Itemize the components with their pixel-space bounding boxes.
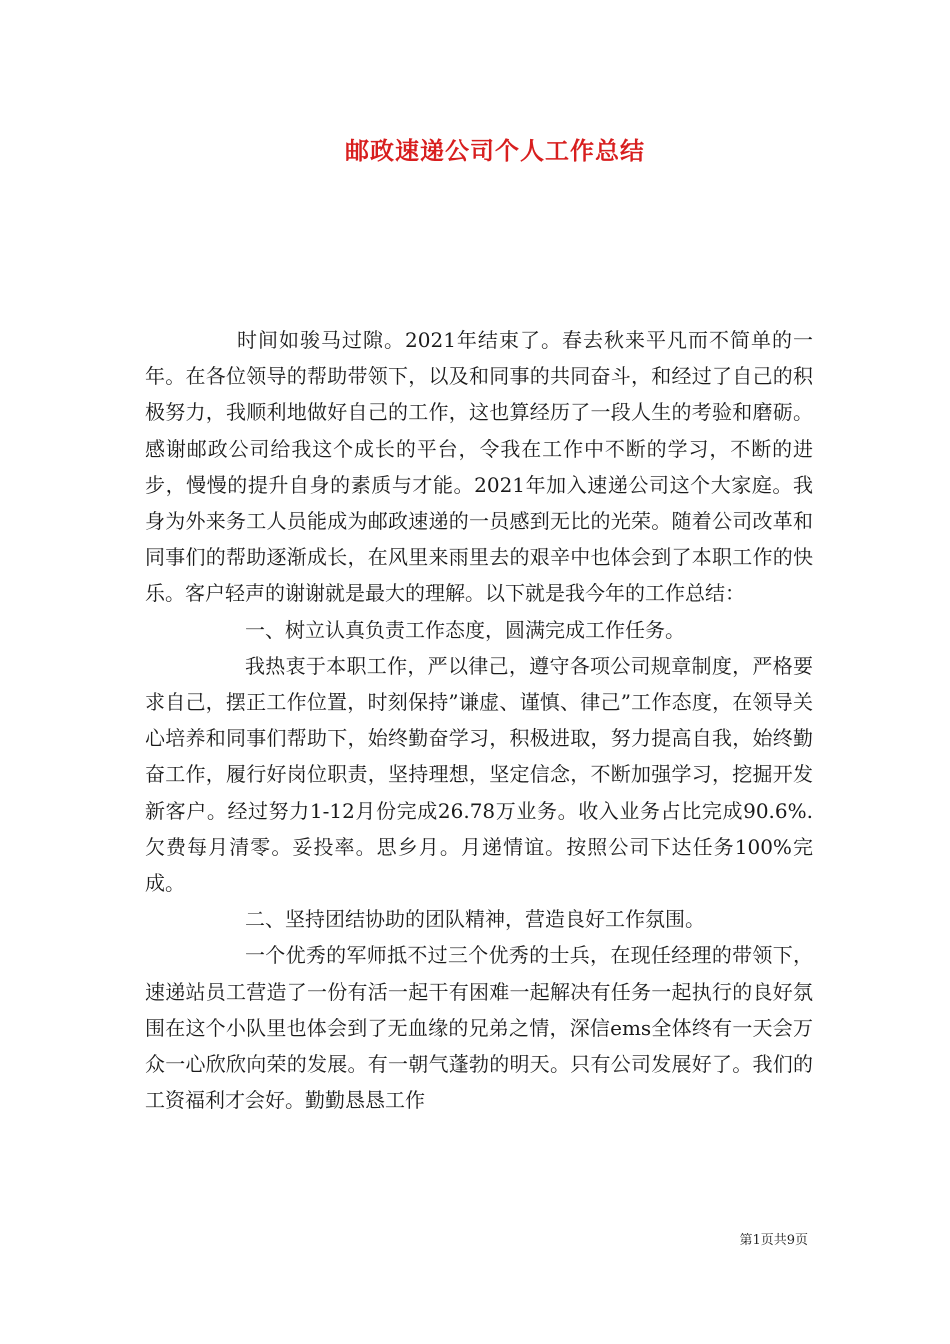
section-heading-1: 一、树立认真负责工作态度，圆满完成工作任务。 bbox=[245, 617, 685, 642]
paragraph-intro: 时间如骏马过隙。2021年结束了。春去秋来平凡而不简单的一年。在各位领导的帮助带领下，以及和同事的共同奋斗，和经过了自己的积极努力，我顺利地做好自己的工作，这也算经历了一段人生的考验和磨砺。感谢邮政公司给我这个成长的平台，令我在工作中不断的学习，不断的进步，慢慢的提升自身的素质与才能。2021年加入速递公司这个大家庭。我身为外来务工人员能成为邮政速递的一员感到无比的光荣。随着公司改革和同事们的帮助逐渐成长，在风里来雨里去的艰辛中也体会到了本职工作的快乐。客户轻声的谢谢就是最大的理解。以下就是我今年的工作总结： bbox=[145, 328, 813, 606]
document-body bbox=[145, 322, 813, 1118]
section-heading-2: 二、坚持团结协助的团队精神，营造良好工作氛围。 bbox=[245, 907, 705, 932]
page-number-footer: 第1页共9页 bbox=[739, 1233, 808, 1248]
document-title: 邮政速递公司个人工作总结 bbox=[345, 136, 645, 165]
paragraph-section-2: 一个优秀的军师抵不过三个优秀的士兵，在现任经理的带领下，速递站员工营造了一份有活一起干有困难一起解决有任务一起执行的良好氛围在这个小队里也体会到了无血缘的兄弟之情，深信ems全体终有一天会万众一心欣欣向荣的发展。有一朝气蓬勃的明天。只有公司发展好了。我们的工资福利才会好。勤勤恳恳工作 bbox=[145, 943, 813, 1113]
paragraph-section-1: 我热衷于本职工作，严以律己，遵守各项公司规章制度，严格要求自己，摆正工作位置，时刻保持”谦虚、谨慎、律己”工作态度，在领导关心培养和同事们帮助下，始终勤奋学习，积极进取，努力提高自我，始终勤奋工作，履行好岗位职责，坚持理想，坚定信念，不断加强学习，挖掘开发新客户。经过努力1-12月份完成26.78万业务。收入业务占比完成90.6%.欠费每月清零。妥投率。思乡月。月递情谊。按照公司下达任务100%完成。 bbox=[145, 653, 813, 896]
